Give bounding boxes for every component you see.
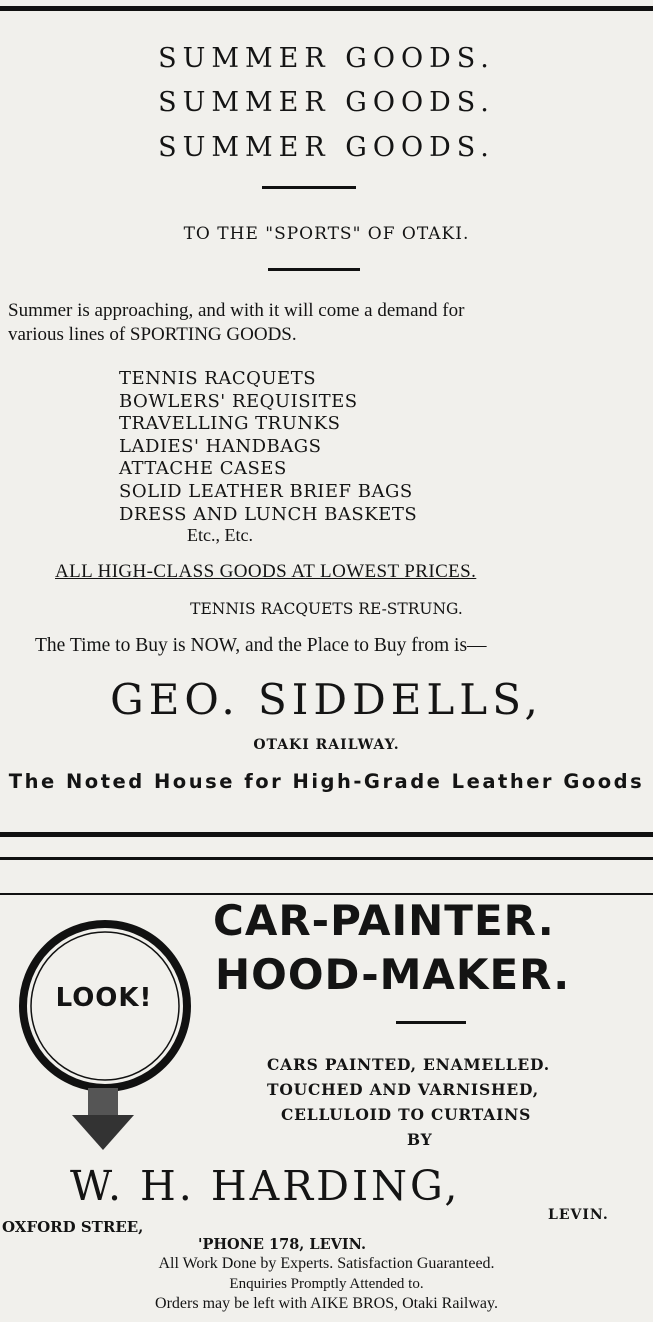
look-badge-icon [10,910,210,1160]
intro-line-1: Summer is approaching, and with it will come a demand for [8,300,465,321]
list-item: DRESS AND LUNCH BASKETS [119,503,418,525]
heading-summer-goods-1: SUMMER GOODS. [158,43,495,74]
list-item: SOLID LEATHER BRIEF BAGS [119,480,413,502]
separator-rule-2 [0,857,653,860]
etc-text: Etc., Etc. [187,525,253,545]
short-rule-3 [396,1021,466,1024]
address-oxford-street: OXFORD STREE, [2,1218,144,1236]
location-otaki-railway: OTAKI RAILWAY. [253,737,400,753]
footer-line-3: Orders may be left with AIKE BROS, Otaki Railway. [155,1295,498,1312]
tagline: The Noted House for High-Grade Leather Goods [8,770,645,793]
heading-summer-goods-2: SUMMER GOODS. [158,87,495,118]
list-item: BOWLERS' REQUISITES [119,390,358,412]
goods-list [119,368,417,526]
business-name-harding: W. H. HARDING, [70,1162,461,1210]
title-car-painter: CAR-PAINTER. [213,896,555,945]
title-hood-maker: HOOD-MAKER. [215,950,571,999]
short-rule-2 [268,268,360,271]
services-list [267,1052,550,1152]
list-item: TRAVELLING TRUNKS [119,413,341,435]
service-line: CARS PAINTED, ENAMELLED. [267,1055,550,1074]
intro-line-2: various lines of SPORTING GOODS. [8,324,297,345]
subheading-sports-otaki: TO THE "SPORTS" OF OTAKI. [183,224,470,244]
heading-summer-goods-3: SUMMER GOODS. [158,132,495,163]
separator-rule-1 [0,832,653,837]
footer-line-2: Enquiries Promptly Attended to. [229,1276,424,1292]
business-name-siddells: GEO. SIDDELLS, [110,675,543,724]
short-rule-1 [262,186,356,189]
service-line: BY [407,1130,433,1149]
phone-line: 'PHONE 178, LEVIN. [198,1236,367,1253]
list-item: TENNIS RACQUETS [119,368,317,389]
service-line: TOUCHED AND VARNISHED, [267,1080,539,1099]
top-border-rule [0,6,653,11]
prices-line: ALL HIGH-CLASS GOODS AT LOWEST PRICES. [55,561,477,582]
look-badge-text: LOOK! [55,983,153,1013]
separator-rule-3 [0,893,653,895]
buy-line: The Time to Buy is NOW, and the Place to Buy from is— [35,635,487,656]
address-levin: LEVIN. [548,1207,609,1223]
restrung-line: TENNIS RACQUETS RE-STRUNG. [190,600,463,618]
service-line: CELLULOID TO CURTAINS [281,1105,532,1124]
list-item: ATTACHE CASES [119,458,287,480]
list-item: LADIES' HANDBAGS [119,435,322,457]
look-badge-graphic [10,910,210,1160]
footer-line-1: All Work Done by Experts. Satisfaction Guaranteed. [158,1255,495,1272]
